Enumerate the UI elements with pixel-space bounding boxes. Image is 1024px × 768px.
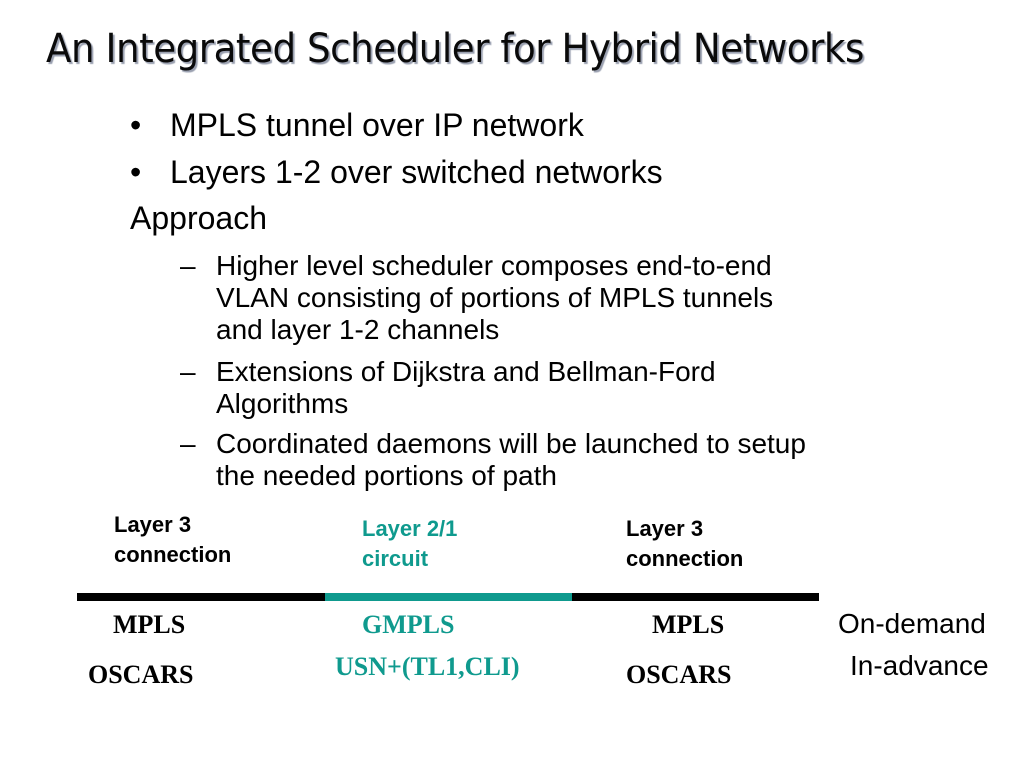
protocol-mpls-left: MPLS [113,610,186,639]
dash-glyph: – [180,356,196,387]
protocol-mpls-right: MPLS [652,610,725,639]
sub-bullet-text: Extensions of Dijkstra and Bellman-Ford Algorithms [216,356,716,419]
bullet-text: MPLS tunnel over IP network [170,107,584,143]
label-line: Layer 2/1 [362,516,458,541]
path-segment-layer21 [325,593,572,601]
mode-on-demand: On-demand [838,608,986,639]
system-oscars-left: OSCARS [88,660,194,689]
label-line: Layer 3 [626,516,704,541]
label-line: Layer 3 [114,512,192,537]
system-oscars-right: OSCARS [626,660,732,689]
bullet-dot: • [130,107,142,143]
slide-title: An Integrated Scheduler for Hybrid Networks [46,26,864,72]
sub-bullet-item [180,356,820,420]
approach-heading: Approach [130,200,267,236]
sub-bullet-text: Coordinated daemons will be launched to setup the needed portions of path [216,428,806,491]
bullet-item [130,105,584,145]
segment-label-layer21 [362,514,457,574]
system-usn: USN+(TL1,CLI) [335,652,520,681]
bullet-dot: • [130,154,142,190]
path-segment-layer3-left [77,593,325,601]
sub-bullet-item [180,250,820,346]
sub-bullet-text: Higher level scheduler composes end-to-end VLAN consisting of portions of MPLS tunnels and layer 1-2 channels [216,250,774,345]
sub-bullet-item [180,428,820,492]
label-line: connection [626,546,744,571]
label-line: circuit [362,546,429,571]
dash-glyph: – [180,428,196,459]
bullet-item [130,152,663,192]
segment-label-layer3-left [114,510,231,570]
label-line: connection [114,542,232,567]
bullet-text: Layers 1-2 over switched networks [170,154,663,190]
path-segment-layer3-right [572,593,819,601]
mode-in-advance: In-advance [850,650,989,681]
dash-glyph: – [180,250,196,281]
protocol-gmpls: GMPLS [362,610,455,639]
segment-label-layer3-right [626,514,743,574]
